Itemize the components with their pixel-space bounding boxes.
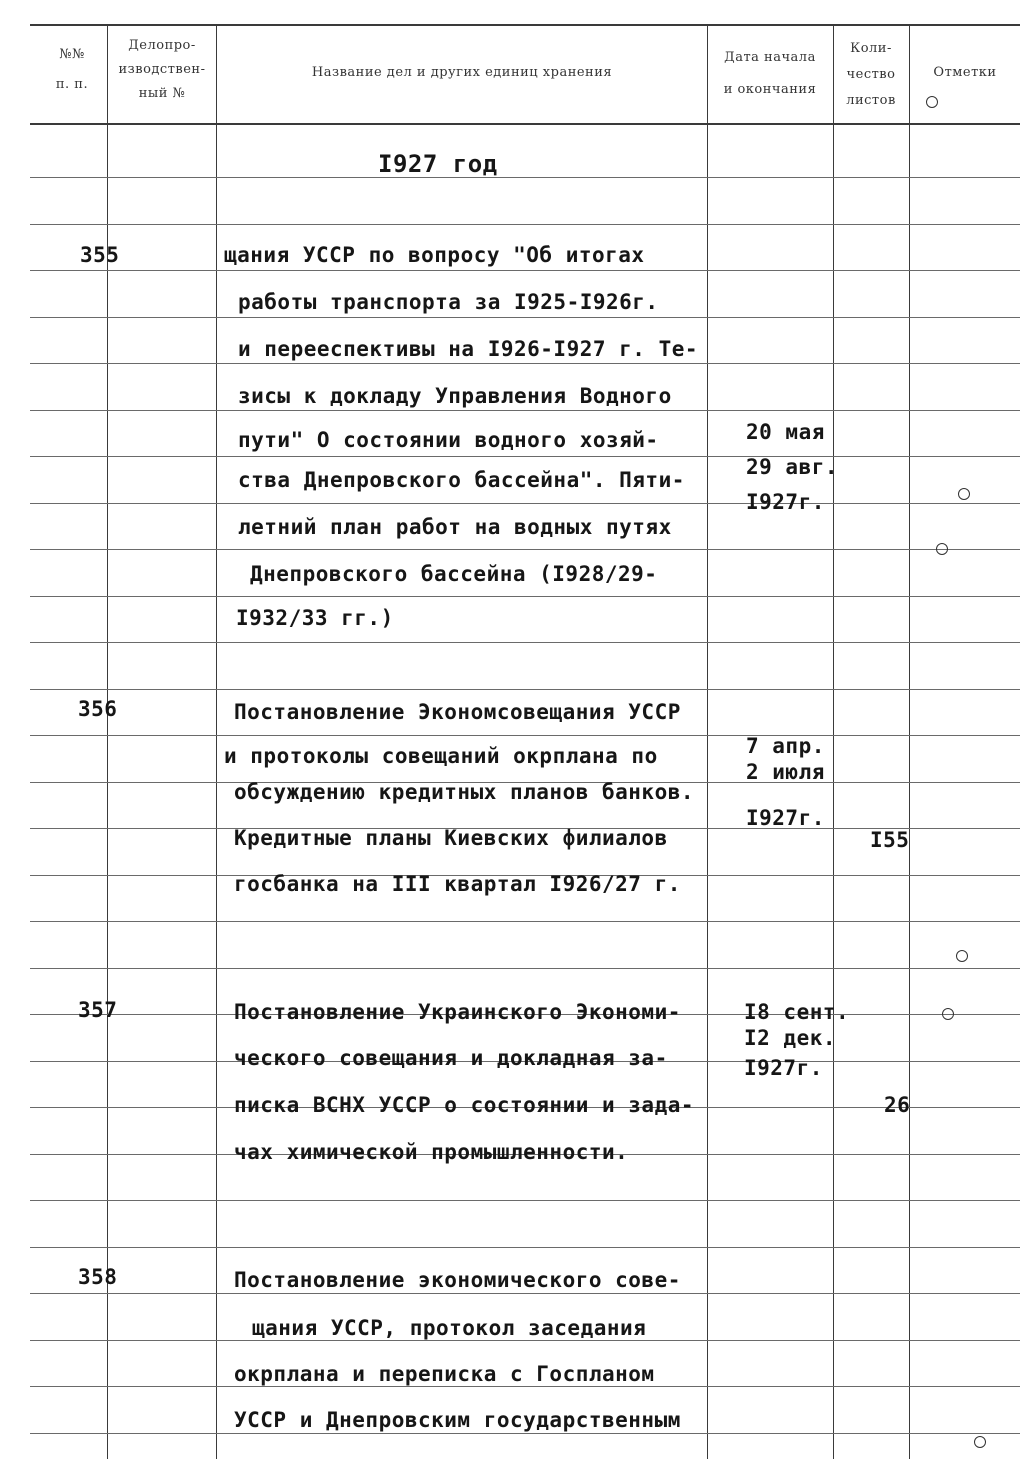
title-line: I932/33 гг.) — [236, 606, 394, 630]
ruled-line — [30, 317, 1020, 318]
ruled-line — [30, 735, 1020, 736]
ruled-line — [30, 549, 1020, 550]
title-line: ческого совещания и докладная за- — [234, 1046, 668, 1070]
date-year: I927г. — [744, 1056, 823, 1080]
header-col-notes: Отметки — [933, 65, 997, 80]
title-line: госбанка на III квартал I926/27 г. — [234, 872, 681, 896]
note-circle-mark — [936, 543, 948, 555]
note-circle-mark — [942, 1008, 954, 1020]
ruled-line — [30, 177, 1020, 178]
header-bottom-rule — [30, 123, 1020, 125]
note-circle-mark — [974, 1436, 986, 1448]
year-heading: I927 год — [378, 150, 498, 178]
title-line: УССР и Днепровским государственным — [234, 1408, 681, 1432]
record-sheet-count: 26 — [884, 1093, 911, 1117]
title-line: работы транспорта за I925-I926г. — [238, 290, 659, 314]
title-line: пути" О состоянии водного хозяй- — [238, 428, 659, 452]
ruled-line — [30, 596, 1020, 597]
record-sheet-count: I55 — [870, 828, 910, 852]
ruled-line — [30, 456, 1020, 457]
ruled-line — [30, 270, 1020, 271]
header-col-sheets: Коли- чество листов — [846, 41, 896, 108]
ruled-line — [30, 1433, 1020, 1434]
date-end: I2 дек. — [744, 1026, 837, 1050]
date-end: 2 июля — [746, 760, 825, 784]
record-number: 357 — [78, 998, 118, 1022]
record-number: 356 — [78, 697, 118, 721]
title-line: щания УССР, протокол заседания — [252, 1316, 647, 1340]
record-number: 355 — [80, 243, 120, 267]
title-line: и протоколы совещаний окрплана по — [224, 744, 658, 768]
title-line: писка ВСНХ УССР о состоянии и зада- — [234, 1093, 695, 1117]
note-circle-mark — [956, 950, 968, 962]
note-circle-mark — [926, 96, 938, 108]
ruled-line — [30, 1340, 1020, 1341]
ruled-line — [30, 1386, 1020, 1387]
ruled-line — [30, 689, 1020, 690]
ruled-line — [30, 503, 1020, 504]
header-col-dates: Дата начала и окончания — [723, 50, 817, 97]
ruled-line — [30, 1247, 1020, 1248]
ruled-line — [30, 1200, 1020, 1201]
ruled-line — [30, 642, 1020, 643]
date-start: 7 апр. — [746, 734, 825, 758]
title-line: Постановление Украинского Экономи- — [234, 1000, 681, 1024]
ruled-line — [30, 410, 1020, 411]
title-line: окрплана и переписка с Госпланом — [234, 1362, 655, 1386]
title-line: обсуждению кредитных планов банков. — [234, 780, 695, 804]
header-col-title: Название дел и других единиц хранения — [311, 65, 613, 80]
header-col-number: №№ п. п. — [55, 47, 89, 92]
title-line: летний план работ на водных путях — [238, 515, 672, 539]
date-year: I927г. — [746, 490, 825, 514]
title-line: Днепровского бассейна (I928/29- — [250, 562, 658, 586]
title-line: Постановление Экономсовещания УССР — [234, 700, 681, 724]
title-line: зисы к докладу Управления Водного — [238, 384, 672, 408]
column-rule-5 — [909, 24, 910, 1459]
header-top-rule — [30, 24, 1020, 26]
note-circle-mark — [958, 488, 970, 500]
ruled-line — [30, 968, 1020, 969]
title-line: Постановление экономического сове- — [234, 1268, 681, 1292]
title-line: щания УССР по вопросу "Об итогах — [224, 243, 645, 267]
ruled-line — [30, 224, 1020, 225]
title-line: и перееспективы на I926-I927 г. Те- — [238, 337, 699, 361]
date-start: 20 мая — [746, 420, 825, 444]
ruled-line — [30, 363, 1020, 364]
column-rule-4 — [833, 24, 834, 1459]
ruled-line — [30, 1293, 1020, 1294]
date-year: I927г. — [746, 806, 825, 830]
title-line: чах химической промышленности. — [234, 1140, 629, 1164]
ruled-line — [30, 921, 1020, 922]
column-rule-3 — [707, 24, 708, 1459]
title-line: Кредитные планы Киевских филиалов — [234, 826, 668, 850]
date-start: I8 сент. — [744, 1000, 850, 1024]
column-rule-2 — [216, 24, 217, 1459]
date-end: 29 авг. — [746, 455, 839, 479]
title-line: ства Днепровского бассейна". Пяти- — [238, 468, 685, 492]
column-rule-1 — [107, 24, 108, 1459]
record-number: 358 — [78, 1265, 118, 1289]
header-col-office-number: Делопро- изводствен- ный № — [118, 38, 206, 101]
